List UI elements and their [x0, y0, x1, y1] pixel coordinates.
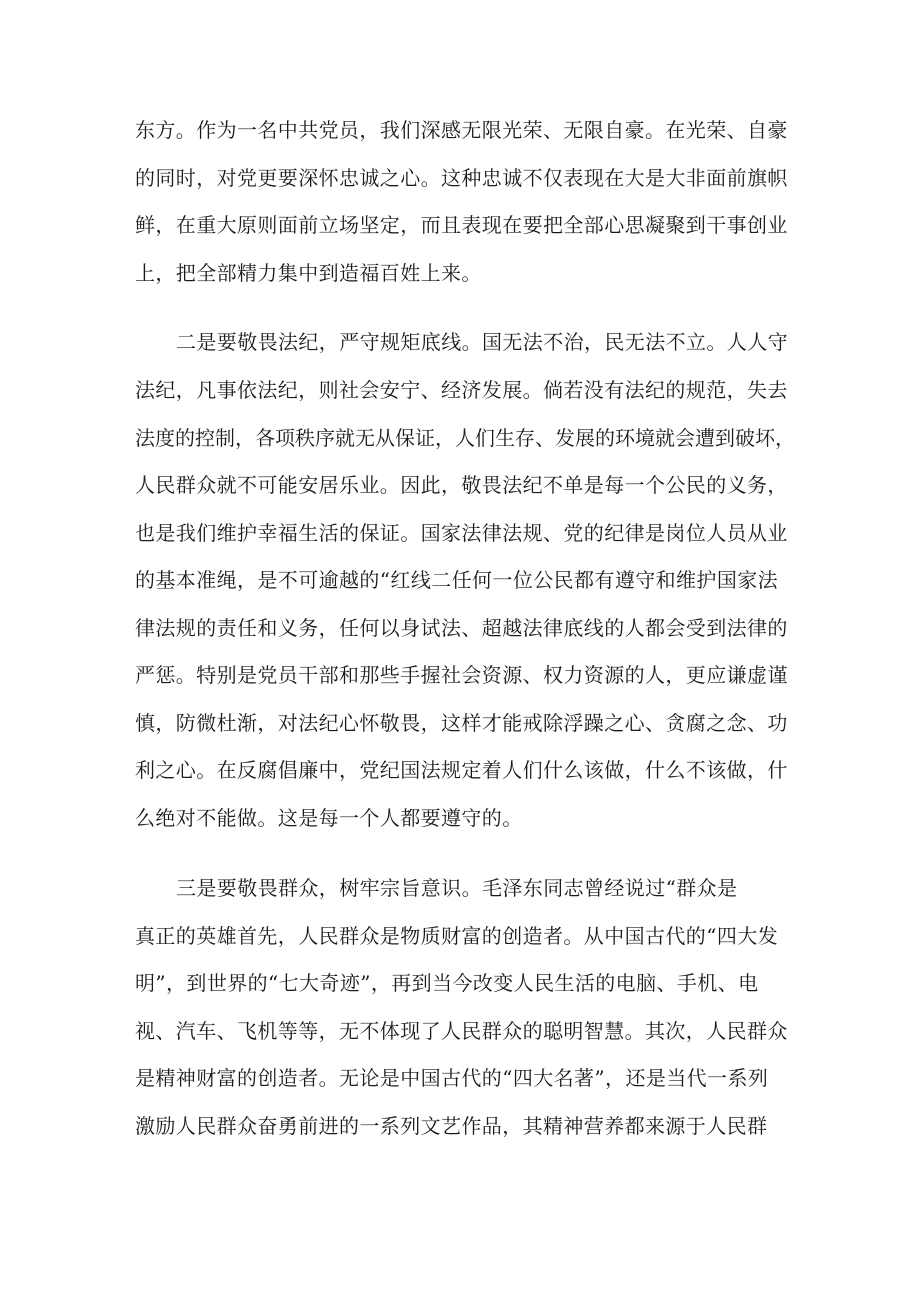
text-line: 二是要敬畏法纪，严守规矩底线。国无法不治，民无法不立。人人守	[176, 330, 788, 354]
text-line: 人民群众就不可能安居乐业。因此，敬畏法纪不单是每一个公民的义务，	[135, 473, 788, 497]
text-line: 上，把全部精力集中到造福百姓上来。	[135, 261, 482, 285]
text-line: 么绝对不能做。这是每一个人都要遵守的。	[135, 806, 523, 830]
text-line: 三是要敬畏群众，树牢宗旨意识。毛泽东同志曾经说过“群众是	[176, 876, 738, 900]
text-line: 律法规的责任和义务，任何以身试法、超越法律底线的人都会受到法律的	[135, 616, 788, 640]
text-line: 法纪，凡事依法纪，则社会安宁、经济发展。倘若没有法纪的规范，失去	[135, 378, 788, 402]
text-line: 的同时，对党更要深怀忠诚之心。这种忠诚不仅表现在大是大非面前旗帜	[135, 166, 788, 190]
text-line: 真正的英雄首先，人民群众是物质财富的创造者。从中国古代的“四大发	[135, 924, 779, 948]
text-line: 视、汽车、飞机等等，无不体现了人民群众的聪明智慧。其次，人民群众	[135, 1019, 788, 1043]
text-line: 也是我们维护幸福生活的保证。国家法律法规、党的纪律是岗位人员从业	[135, 521, 788, 545]
text-line: 东方。作为一名中共党员，我们深感无限光荣、无限自豪。在光荣、自豪	[135, 118, 788, 142]
text-line: 明”，到世界的“七大奇迹”，再到当今改变人民生活的电脑、手机、电	[135, 971, 759, 995]
text-line: 的基本准绳，是不可逾越的“红线二任何一位公民都有遵守和维护国家法	[135, 568, 779, 592]
text-line: 慎，防微杜渐，对法纪心怀敬畏，这样才能戒除浮躁之心、贪腐之念、功	[135, 711, 788, 735]
text-line: 鲜，在重大原则面前立场坚定，而且表现在要把全部心思凝聚到干事创业	[135, 213, 788, 237]
text-line: 激励人民群众奋勇前进的一系列文艺作品，其精神营养都来源于人民群	[135, 1114, 768, 1138]
text-line: 利之心。在反腐倡廉中，党纪国法规定着人们什么该做，什么不该做，什	[135, 758, 788, 782]
text-line: 法度的控制，各项秩序就无从保证，人们生存、发展的环境就会遭到破坏，	[135, 426, 795, 450]
text-line: 是精神财富的创造者。无论是中国古代的“四大名著”，还是当代一系列	[135, 1066, 769, 1090]
text-line: 严惩。特别是党员干部和那些手握社会资源、权力资源的人，更应谦虚谨	[135, 663, 788, 687]
